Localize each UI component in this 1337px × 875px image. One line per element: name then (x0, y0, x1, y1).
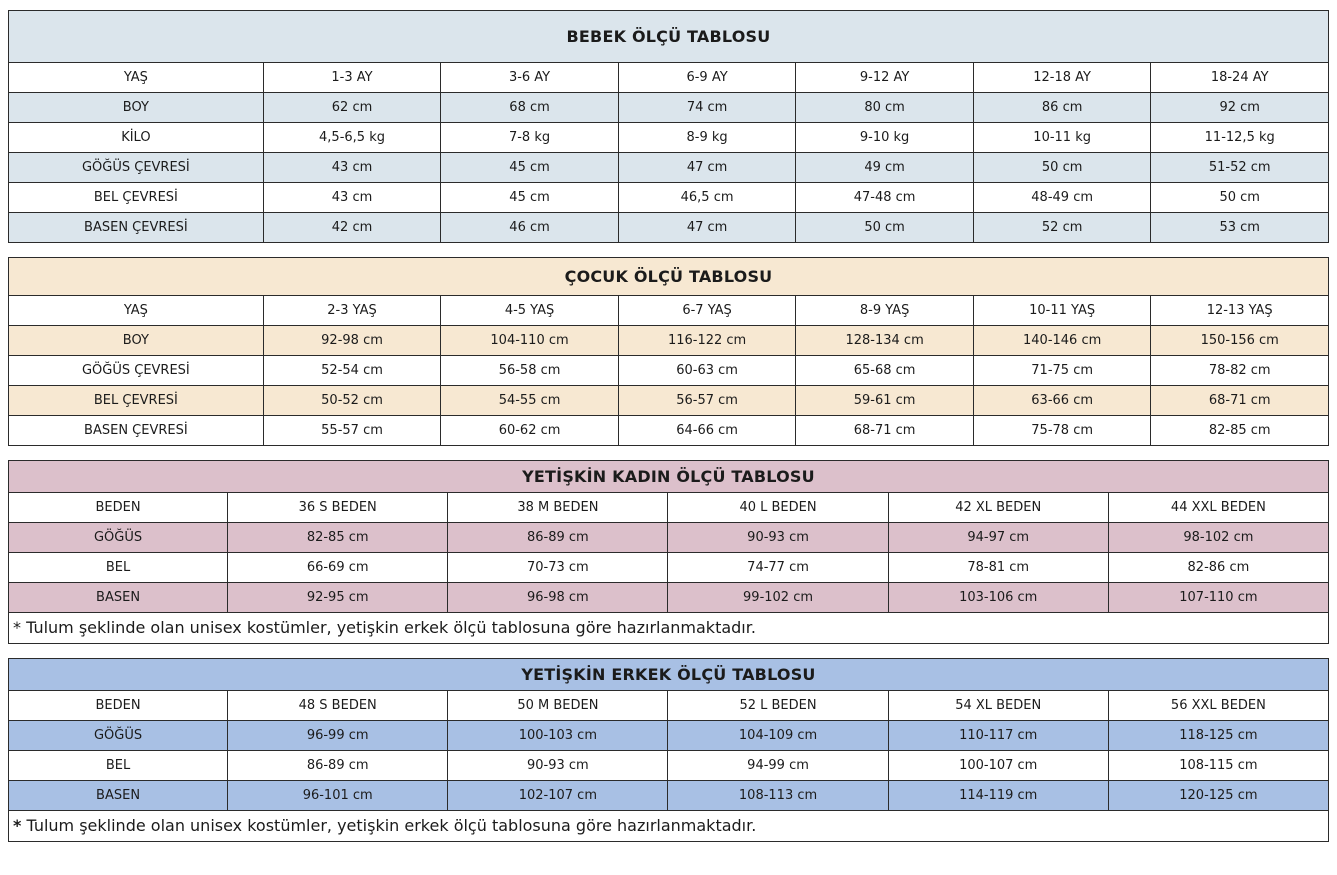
value-cell: 1-3 AY (263, 63, 441, 93)
value-cell: 42 XL BEDEN (888, 493, 1108, 523)
value-cell: 140-146 cm (973, 326, 1151, 356)
row-label-cell: BASEN (9, 583, 228, 613)
value-cell: 4,5-6,5 kg (263, 123, 441, 153)
value-cell: 82-86 cm (1108, 553, 1328, 583)
value-cell: 68-71 cm (796, 416, 974, 446)
value-cell: 62 cm (263, 93, 441, 123)
value-cell: 66-69 cm (228, 553, 448, 583)
value-cell: 50 cm (973, 153, 1151, 183)
value-cell: 50 M BEDEN (448, 691, 668, 721)
row-label-cell: YAŞ (9, 63, 264, 93)
row-label-cell: BEDEN (9, 493, 228, 523)
value-cell: 7-8 kg (441, 123, 619, 153)
value-cell: 103-106 cm (888, 583, 1108, 613)
table-row (9, 583, 1329, 613)
row-label-cell: BASEN ÇEVRESİ (9, 416, 264, 446)
table-title: ÇOCUK ÖLÇÜ TABLOSU (9, 258, 1329, 296)
value-cell: 71-75 cm (973, 356, 1151, 386)
table-row (9, 416, 1329, 446)
table-title-row (9, 258, 1329, 296)
value-cell: 96-101 cm (228, 781, 448, 811)
row-label-cell: BEDEN (9, 691, 228, 721)
size-table-kadin (8, 460, 1329, 644)
table-row (9, 213, 1329, 243)
value-cell: 86-89 cm (448, 523, 668, 553)
value-cell: 54 XL BEDEN (888, 691, 1108, 721)
table-row (9, 63, 1329, 93)
value-cell: 60-63 cm (618, 356, 796, 386)
row-label-cell: GÖĞÜS (9, 523, 228, 553)
value-cell: 47 cm (618, 153, 796, 183)
value-cell: 55-57 cm (263, 416, 441, 446)
row-label-cell: YAŞ (9, 296, 264, 326)
value-cell: 108-115 cm (1108, 751, 1328, 781)
table-row (9, 691, 1329, 721)
value-cell: 6-9 AY (618, 63, 796, 93)
value-cell: 3-6 AY (441, 63, 619, 93)
value-cell: 104-109 cm (668, 721, 888, 751)
row-label-cell: GÖĞÜS ÇEVRESİ (9, 153, 264, 183)
value-cell: 60-62 cm (441, 416, 619, 446)
table-row (9, 751, 1329, 781)
value-cell: 86 cm (973, 93, 1151, 123)
value-cell: 74 cm (618, 93, 796, 123)
value-cell: 100-103 cm (448, 721, 668, 751)
table-footnote (9, 613, 1329, 644)
table-row (9, 183, 1329, 213)
size-table-erkek (8, 658, 1329, 842)
value-cell: 92 cm (1151, 93, 1329, 123)
value-cell: 46,5 cm (618, 183, 796, 213)
row-label-cell: KİLO (9, 123, 264, 153)
table-title: YETİŞKİN ERKEK ÖLÇÜ TABLOSU (9, 659, 1329, 691)
value-cell: 75-78 cm (973, 416, 1151, 446)
size-table-cocuk (8, 257, 1329, 446)
value-cell: 56-57 cm (618, 386, 796, 416)
value-cell: 90-93 cm (668, 523, 888, 553)
value-cell: 150-156 cm (1151, 326, 1329, 356)
value-cell: 64-66 cm (618, 416, 796, 446)
value-cell: 9-12 AY (796, 63, 974, 93)
value-cell: 47-48 cm (796, 183, 974, 213)
value-cell: 63-66 cm (973, 386, 1151, 416)
value-cell: 47 cm (618, 213, 796, 243)
value-cell: 53 cm (1151, 213, 1329, 243)
value-cell: 12-13 YAŞ (1151, 296, 1329, 326)
table-footnote-row (9, 613, 1329, 644)
table-row (9, 386, 1329, 416)
value-cell: 8-9 YAŞ (796, 296, 974, 326)
row-label-cell: BEL ÇEVRESİ (9, 386, 264, 416)
value-cell: 12-18 AY (973, 63, 1151, 93)
value-cell: 51-52 cm (1151, 153, 1329, 183)
value-cell: 44 XXL BEDEN (1108, 493, 1328, 523)
value-cell: 45 cm (441, 183, 619, 213)
value-cell: 116-122 cm (618, 326, 796, 356)
value-cell: 50 cm (1151, 183, 1329, 213)
value-cell: 45 cm (441, 153, 619, 183)
value-cell: 118-125 cm (1108, 721, 1328, 751)
value-cell: 11-12,5 kg (1151, 123, 1329, 153)
value-cell: 68 cm (441, 93, 619, 123)
table-title-row (9, 11, 1329, 63)
value-cell: 90-93 cm (448, 751, 668, 781)
value-cell: 98-102 cm (1108, 523, 1328, 553)
row-label-cell: GÖĞÜS ÇEVRESİ (9, 356, 264, 386)
value-cell: 18-24 AY (1151, 63, 1329, 93)
table-footnote (9, 811, 1329, 842)
value-cell: 54-55 cm (441, 386, 619, 416)
table-title-row (9, 659, 1329, 691)
table-title: BEBEK ÖLÇÜ TABLOSU (9, 11, 1329, 63)
value-cell: 48 S BEDEN (228, 691, 448, 721)
table-row (9, 153, 1329, 183)
value-cell: 65-68 cm (796, 356, 974, 386)
value-cell: 92-95 cm (228, 583, 448, 613)
table-row (9, 553, 1329, 583)
value-cell: 50 cm (796, 213, 974, 243)
value-cell: 94-97 cm (888, 523, 1108, 553)
value-cell: 92-98 cm (263, 326, 441, 356)
value-cell: 80 cm (796, 93, 974, 123)
row-label-cell: BEL (9, 751, 228, 781)
value-cell: 49 cm (796, 153, 974, 183)
value-cell: 74-77 cm (668, 553, 888, 583)
table-row (9, 123, 1329, 153)
table-row (9, 326, 1329, 356)
value-cell: 78-81 cm (888, 553, 1108, 583)
value-cell: 70-73 cm (448, 553, 668, 583)
value-cell: 52 L BEDEN (668, 691, 888, 721)
footnote-marker: * (13, 618, 21, 637)
value-cell: 10-11 kg (973, 123, 1151, 153)
value-cell: 94-99 cm (668, 751, 888, 781)
row-label-cell: BEL ÇEVRESİ (9, 183, 264, 213)
value-cell: 56 XXL BEDEN (1108, 691, 1328, 721)
row-label-cell: BOY (9, 326, 264, 356)
value-cell: 120-125 cm (1108, 781, 1328, 811)
value-cell: 52 cm (973, 213, 1151, 243)
value-cell: 6-7 YAŞ (618, 296, 796, 326)
value-cell: 108-113 cm (668, 781, 888, 811)
value-cell: 52-54 cm (263, 356, 441, 386)
table-row (9, 356, 1329, 386)
size-table-bebek (8, 10, 1329, 243)
value-cell: 82-85 cm (228, 523, 448, 553)
value-cell: 99-102 cm (668, 583, 888, 613)
value-cell: 46 cm (441, 213, 619, 243)
value-cell: 40 L BEDEN (668, 493, 888, 523)
table-title: YETİŞKİN KADIN ÖLÇÜ TABLOSU (9, 461, 1329, 493)
table-row (9, 523, 1329, 553)
table-title-row (9, 461, 1329, 493)
value-cell: 128-134 cm (796, 326, 974, 356)
value-cell: 10-11 YAŞ (973, 296, 1151, 326)
value-cell: 59-61 cm (796, 386, 974, 416)
value-cell: 82-85 cm (1151, 416, 1329, 446)
value-cell: 107-110 cm (1108, 583, 1328, 613)
value-cell: 36 S BEDEN (228, 493, 448, 523)
table-footnote-row (9, 811, 1329, 842)
footnote-text: Tulum şeklinde olan unisex kostümler, yetişkin erkek ölçü tablosuna göre hazırlanmaktadır. (26, 816, 757, 835)
value-cell: 68-71 cm (1151, 386, 1329, 416)
table-row (9, 296, 1329, 326)
value-cell: 48-49 cm (973, 183, 1151, 213)
value-cell: 114-119 cm (888, 781, 1108, 811)
value-cell: 110-117 cm (888, 721, 1108, 751)
value-cell: 100-107 cm (888, 751, 1108, 781)
row-label-cell: BASEN (9, 781, 228, 811)
table-row (9, 781, 1329, 811)
table-row (9, 721, 1329, 751)
footnote-text: Tulum şeklinde olan unisex kostümler, yetişkin erkek ölçü tablosuna göre hazırlanmaktadır. (26, 618, 756, 637)
value-cell: 4-5 YAŞ (441, 296, 619, 326)
value-cell: 43 cm (263, 183, 441, 213)
value-cell: 43 cm (263, 153, 441, 183)
value-cell: 102-107 cm (448, 781, 668, 811)
value-cell: 104-110 cm (441, 326, 619, 356)
value-cell: 96-98 cm (448, 583, 668, 613)
value-cell: 96-99 cm (228, 721, 448, 751)
row-label-cell: BASEN ÇEVRESİ (9, 213, 264, 243)
table-row (9, 493, 1329, 523)
value-cell: 38 M BEDEN (448, 493, 668, 523)
value-cell: 2-3 YAŞ (263, 296, 441, 326)
value-cell: 42 cm (263, 213, 441, 243)
row-label-cell: BOY (9, 93, 264, 123)
value-cell: 56-58 cm (441, 356, 619, 386)
row-label-cell: GÖĞÜS (9, 721, 228, 751)
value-cell: 50-52 cm (263, 386, 441, 416)
value-cell: 8-9 kg (618, 123, 796, 153)
value-cell: 86-89 cm (228, 751, 448, 781)
value-cell: 78-82 cm (1151, 356, 1329, 386)
value-cell: 9-10 kg (796, 123, 974, 153)
row-label-cell: BEL (9, 553, 228, 583)
table-row (9, 93, 1329, 123)
footnote-marker: * (13, 816, 22, 835)
